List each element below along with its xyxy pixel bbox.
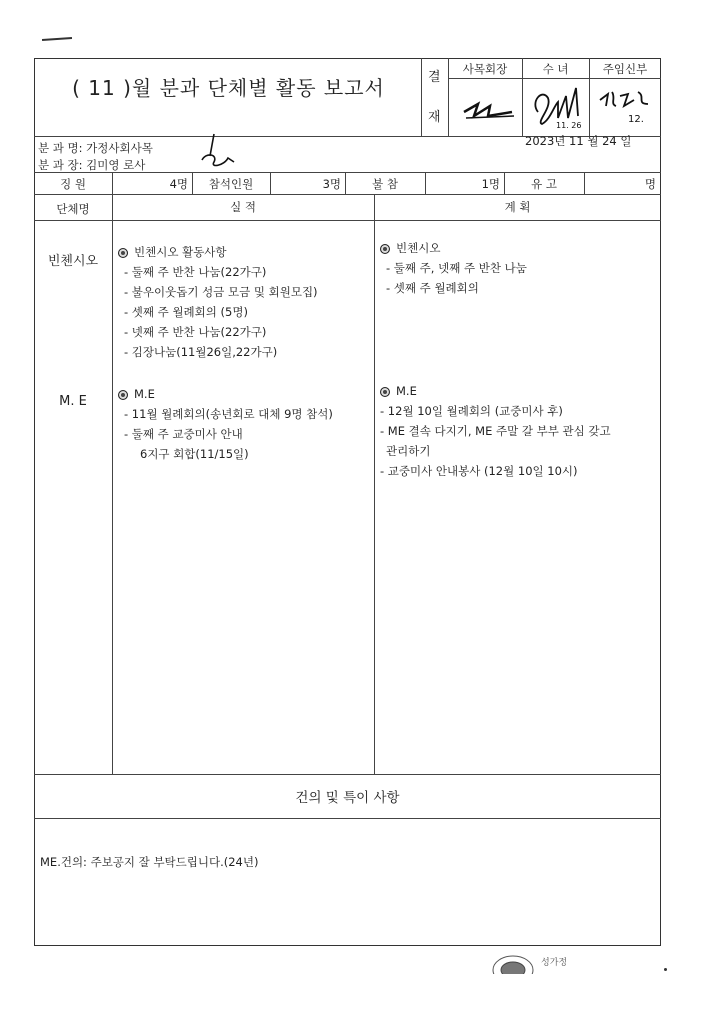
signature-pastoral-chair [460, 94, 518, 124]
pen-mark [42, 37, 72, 41]
attend-value: 3명 [322, 177, 341, 191]
speck [664, 968, 667, 971]
list-item: 관리하기 [386, 444, 431, 458]
absent-label: 불 참 [372, 177, 398, 191]
results-me [118, 384, 374, 464]
approval-label-bottom: 재 [428, 110, 441, 125]
report-title: ( 11 )월 분과 단체별 활동 보고서 [72, 76, 385, 100]
group-name-vincentian: 빈첸시오 [47, 254, 99, 269]
svg-text:12.: 12. [628, 114, 644, 125]
reason-label: 유 고 [531, 177, 557, 191]
approver-sister: 수 녀 [542, 62, 569, 76]
bullet-icon [380, 387, 390, 397]
division-head: 분 과 장: 김미영 로사 [38, 158, 146, 172]
plans-head: M.E [380, 381, 658, 401]
bullet-icon [118, 248, 128, 258]
absent-value: 1명 [481, 177, 500, 191]
list-item: - 불우이웃돕기 성금 모금 및 회원모집) [124, 285, 318, 299]
approval-label-top: 결 [428, 70, 441, 85]
column-results: 실 적 [230, 200, 256, 214]
parish-seal-icon [490, 950, 536, 974]
list-item: - 셋째 주 월례회의 (5명) [124, 305, 248, 319]
bullet-icon [118, 390, 128, 400]
results-head: M.E [118, 384, 374, 404]
reason-value: 명 [644, 177, 656, 191]
bullet-icon [380, 244, 390, 254]
members-value: 4명 [169, 177, 188, 191]
plans-head: 빈첸시오 [380, 238, 658, 258]
list-item: - 11월 월례회의(송년회로 대체 9명 참석) [124, 407, 333, 421]
division-name: 분 과 명: 가정사회사목 [38, 141, 153, 155]
list-item: - 둘째 주 교중미사 안내 [124, 427, 243, 441]
members-label: 징 원 [60, 177, 86, 191]
list-item: - 둘째 주 반찬 나눔(22가구) [124, 265, 267, 279]
report-date: 2023년 11 월 24 일 [525, 134, 632, 148]
list-item: - 넷째 주 반찬 나눔(22가구) [124, 325, 267, 339]
results-head: 빈첸시오 활동사항 [118, 242, 374, 262]
approver-pastoral-chair: 사목회장 [462, 62, 508, 76]
list-item: - 둘째 주, 넷째 주 반찬 나눔 [386, 261, 527, 275]
signature-division-head [196, 132, 238, 170]
plans-vincentian [380, 238, 658, 298]
list-item: - ME 결속 다지기, ME 주말 갈 부부 관심 갖고 [380, 424, 611, 438]
list-item: - 셋째 주 월례회의 [386, 281, 479, 295]
group-name-me: M. E [59, 394, 87, 409]
signature-sister [528, 82, 590, 130]
column-group: 단체명 [56, 202, 90, 216]
suggestions-text: ME.건의: 주보공지 잘 부탁드립니다.(24년) [40, 855, 259, 869]
list-item: - 12월 10일 월례회의 (교중미사 후) [380, 404, 563, 418]
approver-pastor: 주임신부 [602, 62, 648, 76]
attend-label: 참석인원 [208, 177, 254, 191]
list-item: - 교중미사 안내봉사 (12월 10일 10시) [380, 464, 578, 478]
parish-name: 성가정 [541, 958, 568, 968]
signature-pastor [594, 82, 660, 130]
plans-me [380, 381, 658, 481]
list-item: 6지구 회합(11/15일) [140, 447, 249, 461]
list-item: - 김장나눔(11월26일,22가구) [124, 345, 278, 359]
suggestions-title: 건의 및 특이 사항 [295, 790, 400, 806]
column-plans: 계 획 [504, 200, 531, 214]
svg-text:11. 26: 11. 26 [556, 121, 582, 130]
results-vincentian [118, 242, 374, 362]
